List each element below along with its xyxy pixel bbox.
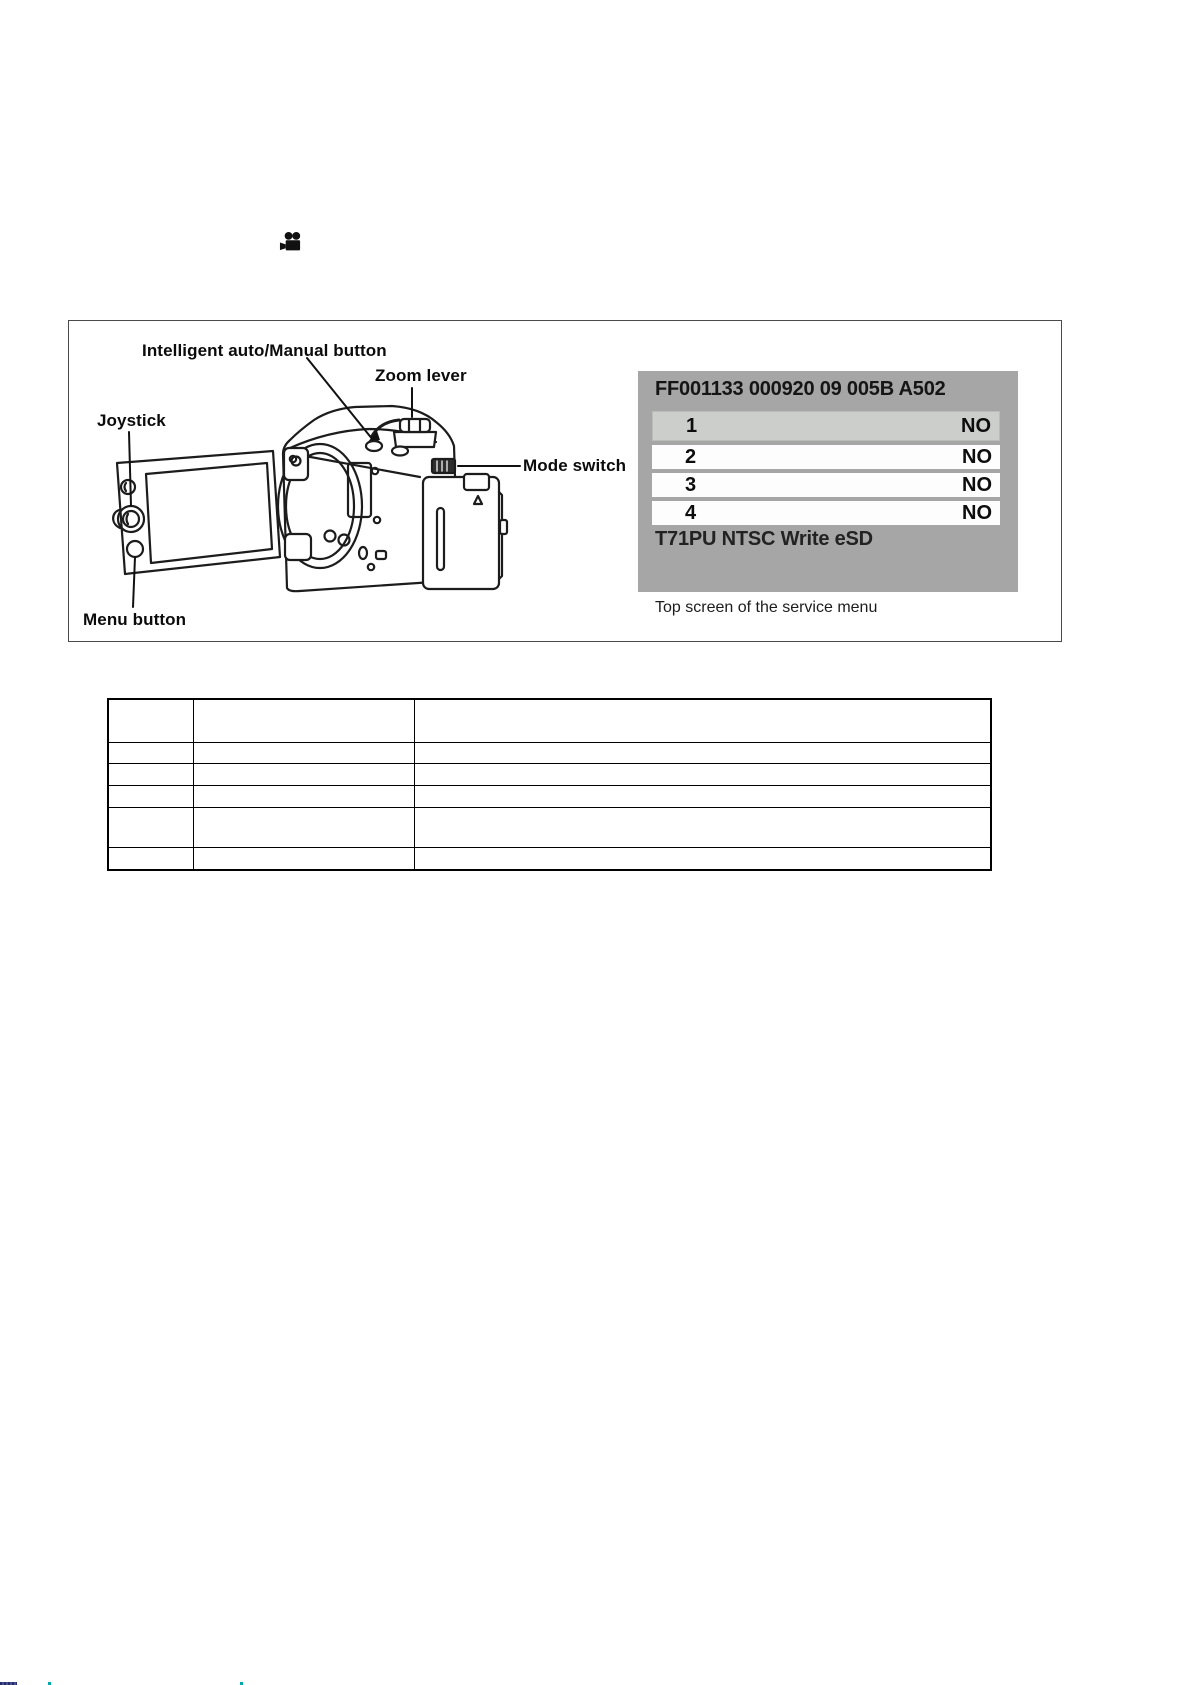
figure-caption: Top screen of the service menu xyxy=(655,599,878,616)
table-cell xyxy=(108,763,193,785)
table-row xyxy=(108,742,991,763)
service-menu-row-3 xyxy=(652,473,1000,497)
table-cell xyxy=(193,785,414,807)
row-value: NO xyxy=(962,473,992,496)
table-cell xyxy=(108,699,193,742)
row-number: 4 xyxy=(685,501,697,524)
table-cell xyxy=(414,847,991,870)
table-cell xyxy=(414,699,991,742)
service-menu-row-2 xyxy=(652,445,1000,469)
table-cell xyxy=(193,699,414,742)
table-cell xyxy=(108,742,193,763)
table-cell xyxy=(193,763,414,785)
row-number: 1 xyxy=(686,414,698,437)
table-row xyxy=(108,763,991,785)
service-menu-screen xyxy=(638,371,1018,592)
service-screen-title: FF001133 000920 09 005B A502 xyxy=(655,378,946,400)
service-menu-row-4 xyxy=(652,501,1000,525)
label-menu-button: Menu button xyxy=(83,610,187,629)
table-cell xyxy=(414,763,991,785)
label-mode-switch: Mode switch xyxy=(523,456,627,475)
table-cell xyxy=(108,785,193,807)
row-number: 3 xyxy=(685,473,697,496)
table-cell xyxy=(108,847,193,870)
table-row xyxy=(108,785,991,807)
table-cell xyxy=(414,742,991,763)
table-cell xyxy=(193,847,414,870)
row-value: NO xyxy=(962,501,992,524)
table-row xyxy=(108,699,991,742)
service-screen-footer: T71PU NTSC Write eSD xyxy=(655,528,873,550)
movie-camera-icon xyxy=(279,231,302,253)
table-cell xyxy=(108,807,193,847)
row-number: 2 xyxy=(685,445,697,468)
table-cell xyxy=(193,807,414,847)
table-row xyxy=(108,807,991,847)
table-cell xyxy=(414,807,991,847)
spec-table xyxy=(107,698,992,871)
row-value: NO xyxy=(961,414,991,437)
table-cell xyxy=(193,742,414,763)
label-intelligent-auto-button: Intelligent auto/Manual button xyxy=(142,341,387,360)
row-value: NO xyxy=(962,445,992,468)
service-menu-row-1 xyxy=(652,411,1000,441)
label-joystick: Joystick xyxy=(97,411,166,430)
table-row xyxy=(108,847,991,870)
table-cell xyxy=(414,785,991,807)
label-zoom-lever: Zoom lever xyxy=(375,366,467,385)
